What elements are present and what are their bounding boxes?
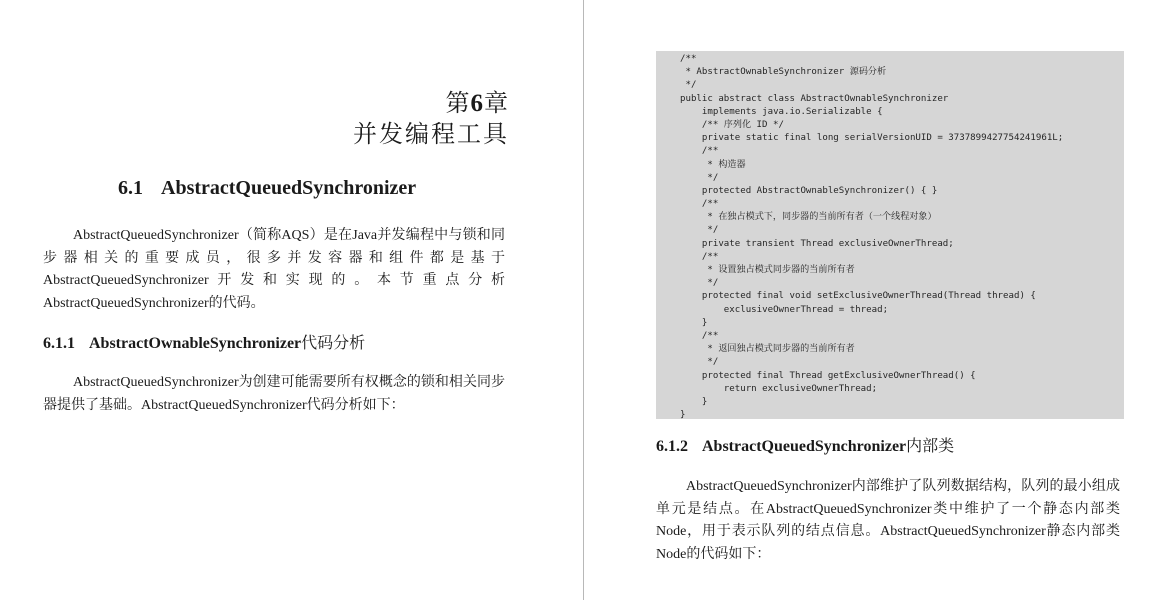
- code-line: /**: [680, 54, 697, 64]
- code-line: implements java.io.Serializable {: [680, 106, 883, 117]
- paragraph-aqs-inner-class: AbstractQueuedSynchronizer内部维护了队列数据结构，队列的最小组成单元是结点。在AbstractQueuedSynchronizer类中维护了一个静态内部类Node，用于表示队列的结点信息。AbstractQueuedSynchronizer静态内部类Node的代码如下：: [656, 479, 1120, 562]
- code-line: /**: [680, 251, 719, 262]
- code-line: /**: [680, 330, 719, 341]
- section-number: 6.1: [118, 177, 143, 199]
- section-heading-6-1: [118, 175, 416, 201]
- code-line: */: [680, 172, 719, 183]
- subsection-suffix: 代码分析: [301, 335, 366, 352]
- subsection-number: 6.1.1: [43, 335, 75, 352]
- paragraph-aqs-intro: AbstractQueuedSynchronizer（简称AQS）是在Java并发编程中与锁和同步器相关的重要成员，很多并发容器和组件都是基于AbstractQueuedSynchronizer开发和实现的。本节重点分析AbstractQueuedSynchronizer的代码。: [43, 228, 505, 311]
- code-line: */: [680, 357, 719, 368]
- code-line: /** 序列化 ID */: [680, 119, 784, 130]
- code-line: return exclusiveOwnerThread;: [680, 383, 878, 394]
- code-line: * 返回独占模式同步器的当前所有者: [680, 344, 855, 355]
- code-line: }: [680, 410, 686, 419]
- chapter-title: 并发编程工具: [353, 120, 509, 148]
- code-line: * 构造器: [680, 159, 746, 170]
- code-line: /**: [680, 146, 719, 157]
- chapter-prefix: 第: [445, 89, 471, 117]
- code-line: exclusiveOwnerThread = thread;: [680, 304, 889, 315]
- code-line: * 设置独占模式同步器的当前所有者: [680, 265, 855, 275]
- code-line: * 在独占模式下，同步器的当前所有者（一个线程对象）: [680, 212, 937, 223]
- code-line: */: [680, 80, 697, 91]
- code-line: private transient Thread exclusiveOwnerThread;: [680, 238, 954, 249]
- code-line: protected final void setExclusiveOwnerThread(Thread thread) {: [680, 291, 1036, 302]
- chapter-number: [446, 88, 510, 119]
- chapter-suffix: 章: [484, 89, 509, 117]
- code-line: private static final long serialVersionUID = 3737899427754241961L;: [680, 133, 1064, 144]
- code-line: }: [680, 396, 708, 407]
- code-line: protected final Thread getExclusiveOwnerThread() {: [680, 370, 976, 381]
- code-line: public abstract class AbstractOwnableSynchronizer: [680, 93, 949, 104]
- subsection-suffix: 内部类: [906, 438, 955, 455]
- right-page: [584, 0, 1163, 600]
- subsection-number: 6.1.2: [656, 438, 688, 455]
- section-heading-6-1-2: [656, 435, 954, 459]
- chapter-digit: 6: [470, 90, 484, 117]
- code-line: */: [680, 278, 719, 289]
- code-line: * AbstractOwnableSynchronizer 源码分析: [680, 67, 887, 78]
- section-heading-6-1-1: [43, 332, 365, 356]
- code-line: */: [680, 225, 719, 236]
- paragraph-aos-intro: AbstractQueuedSynchronizer为创建可能需要所有权概念的锁和相关同步器提供了基础。AbstractQueuedSynchronizer代码分析如下：: [43, 375, 505, 413]
- code-line: protected AbstractOwnableSynchronizer() { }: [680, 185, 938, 196]
- code-line: }: [680, 317, 708, 328]
- code-listing: [656, 51, 1124, 419]
- code-text: [656, 51, 1124, 419]
- subsection-name: AbstractOwnableSynchronizer: [89, 335, 302, 352]
- code-line: /**: [680, 199, 719, 210]
- subsection-name: AbstractQueuedSynchronizer: [702, 438, 907, 455]
- section-title: AbstractQueuedSynchronizer: [161, 177, 417, 199]
